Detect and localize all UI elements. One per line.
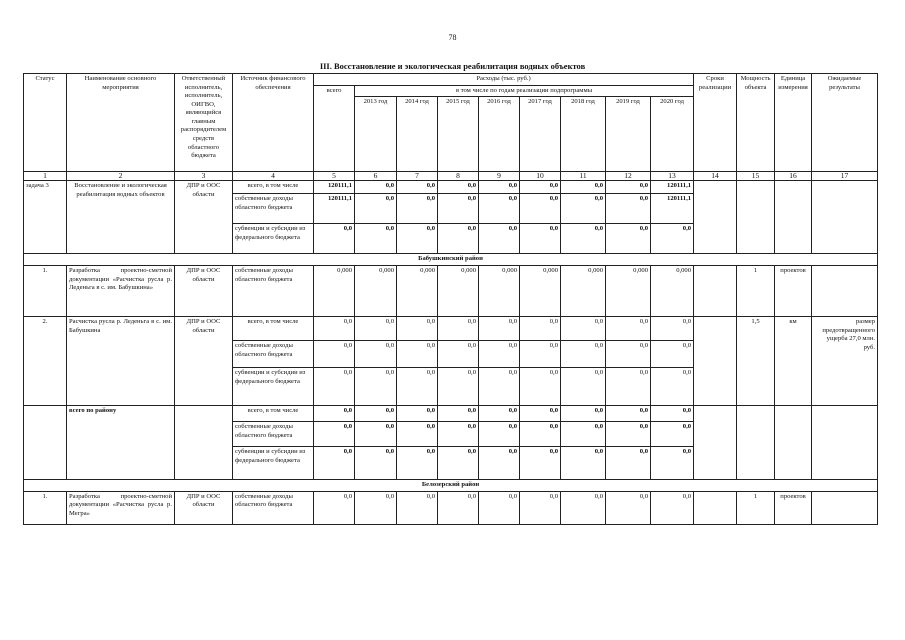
source-cell: субвенции и субсидии из федерального бюджета xyxy=(233,367,314,405)
item-name: Расчистка русла р. Леденьга в с. им. Бабушкина xyxy=(67,316,175,405)
value-cell: 0,0 xyxy=(479,181,520,194)
value-cell: 0,0 xyxy=(355,405,397,421)
value-cell: 0,0 xyxy=(314,405,355,421)
col-number: 14 xyxy=(694,172,737,181)
value-cell: 0,0 xyxy=(355,421,397,446)
value-cell: 0,0 xyxy=(561,367,606,405)
value-cell: 0,0 xyxy=(479,446,520,479)
value-cell: 0,0 xyxy=(397,405,438,421)
value-cell: 0,000 xyxy=(397,265,438,316)
table-row xyxy=(24,265,878,316)
item-responsible: ДПР и ООС области xyxy=(175,265,233,316)
value-cell: 0,000 xyxy=(520,265,561,316)
col-number: 11 xyxy=(561,172,606,181)
col-number: 10 xyxy=(520,172,561,181)
value-cell: 0,0 xyxy=(438,224,479,254)
task-status: задача 3 xyxy=(24,181,67,254)
value-cell: 0,0 xyxy=(561,224,606,254)
header-event-name: Наименование основного мероприятия xyxy=(67,74,175,172)
source-cell: собственные доходы областного бюджета xyxy=(233,491,314,524)
col-number: 13 xyxy=(651,172,694,181)
header-by-years: в том числе по годам реализации подпрограммы xyxy=(355,85,694,97)
header-year: 2013 год xyxy=(355,97,397,172)
header-unit: Единица измерения xyxy=(775,74,812,172)
value-cell: 0,0 xyxy=(520,405,561,421)
value-cell: 0,0 xyxy=(561,194,606,224)
value-cell: 0,0 xyxy=(479,421,520,446)
source-cell: всего, в том числе xyxy=(233,405,314,421)
value-cell: 0,000 xyxy=(651,265,694,316)
value-cell: 0,000 xyxy=(479,265,520,316)
value-cell: 0,0 xyxy=(606,194,651,224)
item-name: Разработка проектно-сметной документации «Расчистка русла р. Леденьга в с. им. Бабушкина» xyxy=(67,265,175,316)
value-cell: 0,0 xyxy=(438,194,479,224)
value-cell: 0,0 xyxy=(606,224,651,254)
value-cell: 0,0 xyxy=(314,367,355,405)
value-cell: 0,0 xyxy=(561,446,606,479)
header-year: 2020 год xyxy=(651,97,694,172)
value-cell: 0,000 xyxy=(355,265,397,316)
source-cell: собственные доходы областного бюджета xyxy=(233,194,314,224)
value-cell: 0,0 xyxy=(561,405,606,421)
table-row xyxy=(24,181,878,194)
col-number: 12 xyxy=(606,172,651,181)
col-number: 7 xyxy=(397,172,438,181)
value-cell: 0,0 xyxy=(355,367,397,405)
item-responsible: ДПР и ООС области xyxy=(175,316,233,405)
value-cell: 0,0 xyxy=(479,194,520,224)
col-number: 8 xyxy=(438,172,479,181)
value-cell: 0,0 xyxy=(479,367,520,405)
value-cell: 0,0 xyxy=(520,421,561,446)
value-cell: 0,0 xyxy=(561,340,606,367)
header-responsible: Ответственный исполнитель, исполнитель, ОИГВО, являющийся главным распорядителем средств областного бюджета xyxy=(175,74,233,172)
header-year: 2019 год xyxy=(606,97,651,172)
value-cell: 0,0 xyxy=(561,421,606,446)
value-cell: 0,0 xyxy=(520,224,561,254)
value-cell: 0,0 xyxy=(314,421,355,446)
value-cell: 0,0 xyxy=(397,181,438,194)
value-cell: 0,0 xyxy=(438,367,479,405)
value-cell: 0,0 xyxy=(355,181,397,194)
value-cell: 0,0 xyxy=(651,340,694,367)
item-number: 1. xyxy=(24,491,67,524)
header-status: Статус xyxy=(24,74,67,172)
value-cell: 0,0 xyxy=(355,491,397,524)
header-row-1 xyxy=(24,74,878,86)
header-year: 2015 год xyxy=(438,97,479,172)
value-cell: 0,0 xyxy=(355,224,397,254)
value-cell: 0,0 xyxy=(520,194,561,224)
value-cell: 0,0 xyxy=(397,367,438,405)
value-cell: 0,0 xyxy=(479,405,520,421)
source-cell: собственные доходы областного бюджета xyxy=(233,265,314,316)
value-cell: 0,0 xyxy=(314,340,355,367)
col-number: 3 xyxy=(175,172,233,181)
page-number: 78 xyxy=(448,33,457,42)
value-cell: 0,0 xyxy=(606,446,651,479)
col-number: 2 xyxy=(67,172,175,181)
district-name: Белозерский район xyxy=(24,479,878,491)
value-cell: 0,000 xyxy=(438,265,479,316)
expenses-table xyxy=(23,73,878,525)
task-name: Восстановление и экологическая реабилитация водных объектов xyxy=(67,181,175,254)
col-number: 5 xyxy=(314,172,355,181)
header-results: Ожидаемые результаты xyxy=(812,74,878,172)
unit-cell: проектов xyxy=(775,491,812,524)
district-name: Бабушкинский район xyxy=(24,254,878,266)
value-cell: 0,0 xyxy=(606,340,651,367)
value-cell: 0,0 xyxy=(479,316,520,340)
value-cell: 0,0 xyxy=(651,421,694,446)
value-cell: 0,0 xyxy=(561,491,606,524)
value-cell: 0,0 xyxy=(606,367,651,405)
value-cell: 0,0 xyxy=(651,446,694,479)
district-header-row xyxy=(24,254,878,266)
col-number: 9 xyxy=(479,172,520,181)
value-cell: 0,0 xyxy=(314,224,355,254)
value-cell: 0,0 xyxy=(651,224,694,254)
header-year: 2016 год xyxy=(479,97,520,172)
value-cell: 0,0 xyxy=(520,446,561,479)
col-number: 6 xyxy=(355,172,397,181)
value-cell: 0,0 xyxy=(397,491,438,524)
header-year: 2014 год xyxy=(397,97,438,172)
capacity-cell: 1 xyxy=(737,265,775,316)
value-cell: 0,0 xyxy=(397,421,438,446)
value-cell: 0,0 xyxy=(606,421,651,446)
value-cell: 0,0 xyxy=(520,340,561,367)
value-cell: 0,0 xyxy=(606,405,651,421)
value-cell: 0,0 xyxy=(314,491,355,524)
value-cell: 0,0 xyxy=(479,340,520,367)
value-cell: 0,0 xyxy=(479,491,520,524)
task-responsible: ДПР и ООС области xyxy=(175,181,233,254)
header-capacity: Мощность объекта xyxy=(737,74,775,172)
header-expenses: Расходы (тыс. руб.) xyxy=(314,74,694,86)
item-name: Разработка проектно-сметной документации «Расчистка русла р. Мегра» xyxy=(67,491,175,524)
col-number: 4 xyxy=(233,172,314,181)
value-cell: 0,000 xyxy=(314,265,355,316)
value-cell: 0,0 xyxy=(438,421,479,446)
col-number: 1 xyxy=(24,172,67,181)
value-cell: 0,0 xyxy=(606,491,651,524)
source-cell: собственные доходы областного бюджета xyxy=(233,421,314,446)
header-terms: Сроки реализации xyxy=(694,74,737,172)
value-cell: 0,0 xyxy=(438,181,479,194)
capacity-cell: 1 xyxy=(737,491,775,524)
header-year: 2017 год xyxy=(520,97,561,172)
value-cell: 120111,1 xyxy=(651,181,694,194)
value-cell: 0,0 xyxy=(355,316,397,340)
header-year: 2018 год xyxy=(561,97,606,172)
unit-cell: проектов xyxy=(775,265,812,316)
value-cell: 0,0 xyxy=(397,446,438,479)
result-cell: размер предотвращенного ущерба 27,0 млн. руб. xyxy=(812,316,878,405)
value-cell: 0,0 xyxy=(314,446,355,479)
district-total-label: всего по району xyxy=(67,405,175,479)
table-row xyxy=(24,491,878,524)
value-cell: 0,000 xyxy=(561,265,606,316)
header-total: всего xyxy=(314,85,355,172)
value-cell: 0,0 xyxy=(314,316,355,340)
value-cell: 0,0 xyxy=(355,340,397,367)
capacity-cell: 1,5 xyxy=(737,316,775,405)
value-cell: 0,0 xyxy=(651,367,694,405)
value-cell: 0,0 xyxy=(397,340,438,367)
value-cell: 0,0 xyxy=(520,316,561,340)
value-cell: 120111,1 xyxy=(314,194,355,224)
unit-cell: км xyxy=(775,316,812,405)
value-cell: 0,0 xyxy=(651,491,694,524)
value-cell: 0,000 xyxy=(606,265,651,316)
page-title: III. Восстановление и экологическая реабилитация водных объектов xyxy=(319,61,586,71)
value-cell: 0,0 xyxy=(520,367,561,405)
value-cell: 0,0 xyxy=(355,194,397,224)
value-cell: 0,0 xyxy=(397,316,438,340)
column-numbers-row xyxy=(24,172,878,181)
source-cell: субвенции и субсидии из федерального бюджета xyxy=(233,224,314,254)
source-cell: субвенции и субсидии из федерального бюджета xyxy=(233,446,314,479)
value-cell: 0,0 xyxy=(355,446,397,479)
value-cell: 120111,1 xyxy=(314,181,355,194)
value-cell: 0,0 xyxy=(438,340,479,367)
value-cell: 120111,1 xyxy=(651,194,694,224)
value-cell: 0,0 xyxy=(651,316,694,340)
value-cell: 0,0 xyxy=(520,181,561,194)
value-cell: 0,0 xyxy=(438,446,479,479)
value-cell: 0,0 xyxy=(606,316,651,340)
value-cell: 0,0 xyxy=(438,491,479,524)
item-number: 2. xyxy=(24,316,67,405)
value-cell: 0,0 xyxy=(520,491,561,524)
value-cell: 0,0 xyxy=(438,316,479,340)
table-row xyxy=(24,316,878,340)
value-cell: 0,0 xyxy=(397,194,438,224)
value-cell: 0,0 xyxy=(438,405,479,421)
value-cell: 0,0 xyxy=(479,224,520,254)
table-row xyxy=(24,405,878,421)
value-cell: 0,0 xyxy=(651,405,694,421)
source-cell: всего, в том числе xyxy=(233,316,314,340)
col-number: 15 xyxy=(737,172,775,181)
value-cell: 0,0 xyxy=(606,181,651,194)
item-responsible: ДПР и ООС области xyxy=(175,491,233,524)
item-number: 1. xyxy=(24,265,67,316)
value-cell: 0,0 xyxy=(561,316,606,340)
source-cell: всего, в том числе xyxy=(233,181,314,194)
header-source: Источник финансового обеспечения xyxy=(233,74,314,172)
district-header-row xyxy=(24,479,878,491)
col-number: 16 xyxy=(775,172,812,181)
col-number: 17 xyxy=(812,172,878,181)
value-cell: 0,0 xyxy=(561,181,606,194)
value-cell: 0,0 xyxy=(397,224,438,254)
source-cell: собственные доходы областного бюджета xyxy=(233,340,314,367)
